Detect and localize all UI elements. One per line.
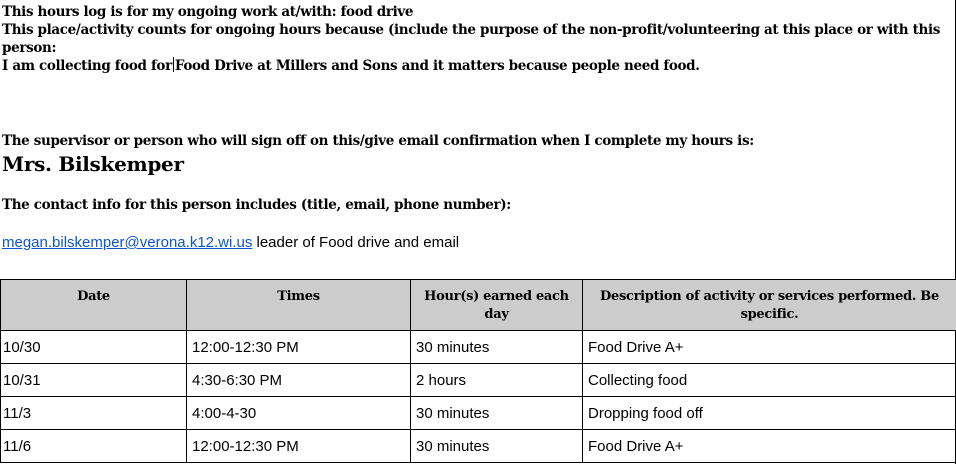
cell-date[interactable]: 10/31 bbox=[1, 364, 187, 397]
cell-hours[interactable]: 30 minutes bbox=[411, 430, 583, 463]
supervisor-email-link[interactable]: megan.bilskemper@verona.k12.wi.us bbox=[2, 234, 253, 251]
cell-date[interactable]: 10/30 bbox=[1, 331, 187, 364]
cell-times[interactable]: 4:30-6:30 PM bbox=[187, 364, 411, 397]
supervisor-label: The supervisor or person who will sign off on this/give email confirmation when I complete my hours is: bbox=[2, 133, 754, 149]
contact-label: The contact info for this person includes (title, email, phone number): bbox=[2, 197, 511, 213]
cell-description[interactable]: Dropping food off bbox=[583, 397, 956, 430]
table-row bbox=[1, 364, 956, 397]
hours-log-table bbox=[0, 279, 956, 463]
intro-line-reason[interactable] bbox=[2, 57, 942, 75]
intro-line-purpose: This place/activity counts for ongoing hours because (include the purpose of the non-profit/volunteering at this place or with this person: bbox=[2, 22, 941, 56]
cell-times[interactable]: 12:00-12:30 PM bbox=[187, 331, 411, 364]
intro-reason-end: Food Drive at Millers and Sons and it matters because people need food. bbox=[174, 58, 700, 74]
cell-times[interactable]: 4:00-4-30 bbox=[187, 397, 411, 430]
header-description: Description of activity or services performed. Be specific. bbox=[583, 280, 956, 331]
table-row bbox=[1, 331, 956, 364]
text-cursor bbox=[173, 57, 174, 72]
header-times: Times bbox=[187, 280, 411, 331]
cell-times[interactable]: 12:00-12:30 PM bbox=[187, 430, 411, 463]
header-hours: Hour(s) earned each day bbox=[411, 280, 583, 331]
table-row bbox=[1, 397, 956, 430]
supervisor-name: Mrs. Bilskemper bbox=[2, 152, 184, 176]
intro-line-workplace: This hours log is for my ongoing work at/with: food drive bbox=[2, 4, 414, 20]
cell-date[interactable]: 11/3 bbox=[1, 397, 187, 430]
cell-description[interactable]: Food Drive A+ bbox=[583, 331, 956, 364]
cell-hours[interactable]: 2 hours bbox=[411, 364, 583, 397]
header-date: Date bbox=[1, 280, 187, 331]
intro-reason-start: I am collecting food for bbox=[2, 58, 172, 74]
cell-hours[interactable]: 30 minutes bbox=[411, 331, 583, 364]
table-header-row bbox=[1, 280, 956, 331]
contact-note: leader of Food drive and email bbox=[252, 234, 460, 251]
cell-date[interactable]: 11/6 bbox=[1, 430, 187, 463]
table-row bbox=[1, 430, 956, 463]
cell-description[interactable]: Collecting food bbox=[583, 364, 956, 397]
cell-hours[interactable]: 30 minutes bbox=[411, 397, 583, 430]
contact-info-line bbox=[2, 234, 459, 251]
intro-section bbox=[2, 3, 942, 75]
cell-description[interactable]: Food Drive A+ bbox=[583, 430, 956, 463]
